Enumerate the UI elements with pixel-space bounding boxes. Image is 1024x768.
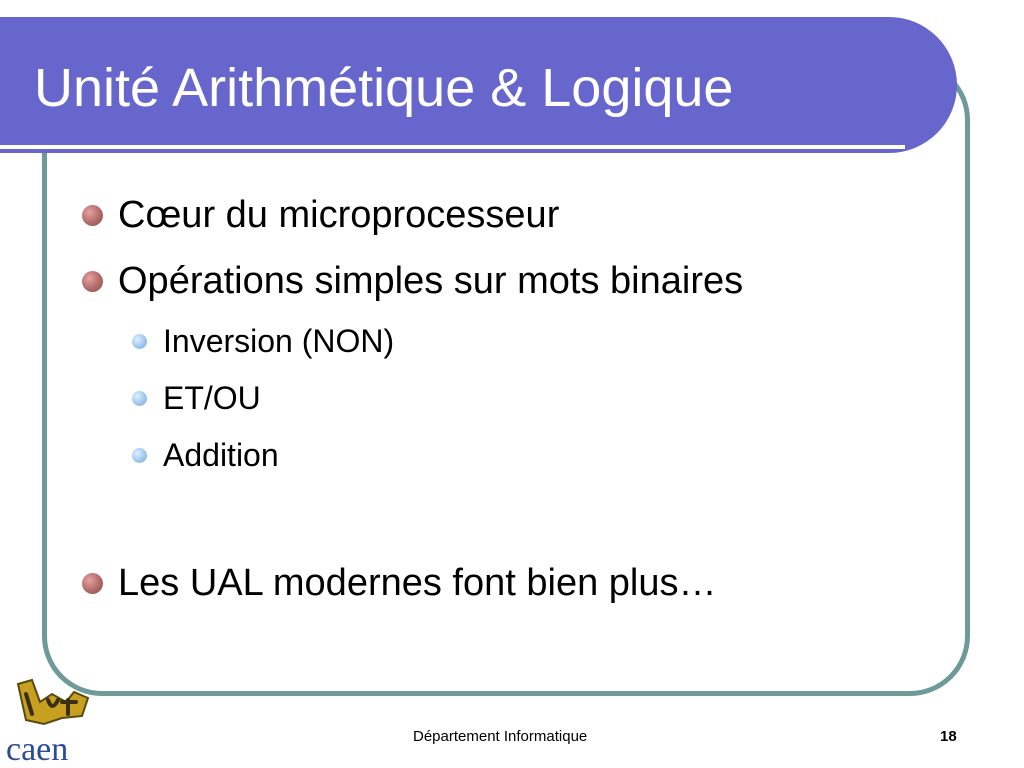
sub-bullet-text: ET/OU — [163, 379, 261, 416]
bullet-dot-icon — [82, 573, 103, 594]
bullet-text: Cœur du microprocesseur — [118, 193, 560, 236]
bullet-item — [82, 192, 559, 238]
sub-bullet-text: Addition — [163, 436, 279, 473]
sub-bullet-dot-icon — [132, 391, 147, 406]
iut-caen-logo-icon — [4, 676, 104, 766]
sub-bullet-item — [132, 378, 261, 418]
bullet-text: Opérations simples sur mots binaires — [118, 259, 744, 302]
sub-bullet-text: Inversion (NON) — [163, 322, 395, 359]
sub-bullet-item — [132, 435, 279, 475]
logo-text-caen: caen — [6, 731, 69, 766]
page-number: 18 — [940, 728, 957, 745]
footer-department: Département Informatique — [413, 728, 588, 745]
bullet-dot-icon — [82, 205, 103, 226]
bullet-text: Les UAL modernes font bien plus… — [118, 561, 717, 604]
bullet-dot-icon — [82, 271, 103, 292]
sub-bullet-dot-icon — [132, 334, 147, 349]
sub-bullet-item — [132, 321, 394, 361]
slide-title: Unité Arithmétique & Logique — [34, 58, 734, 118]
bullet-item — [82, 258, 743, 304]
bullet-item — [82, 560, 716, 606]
sub-bullet-dot-icon — [132, 448, 147, 463]
